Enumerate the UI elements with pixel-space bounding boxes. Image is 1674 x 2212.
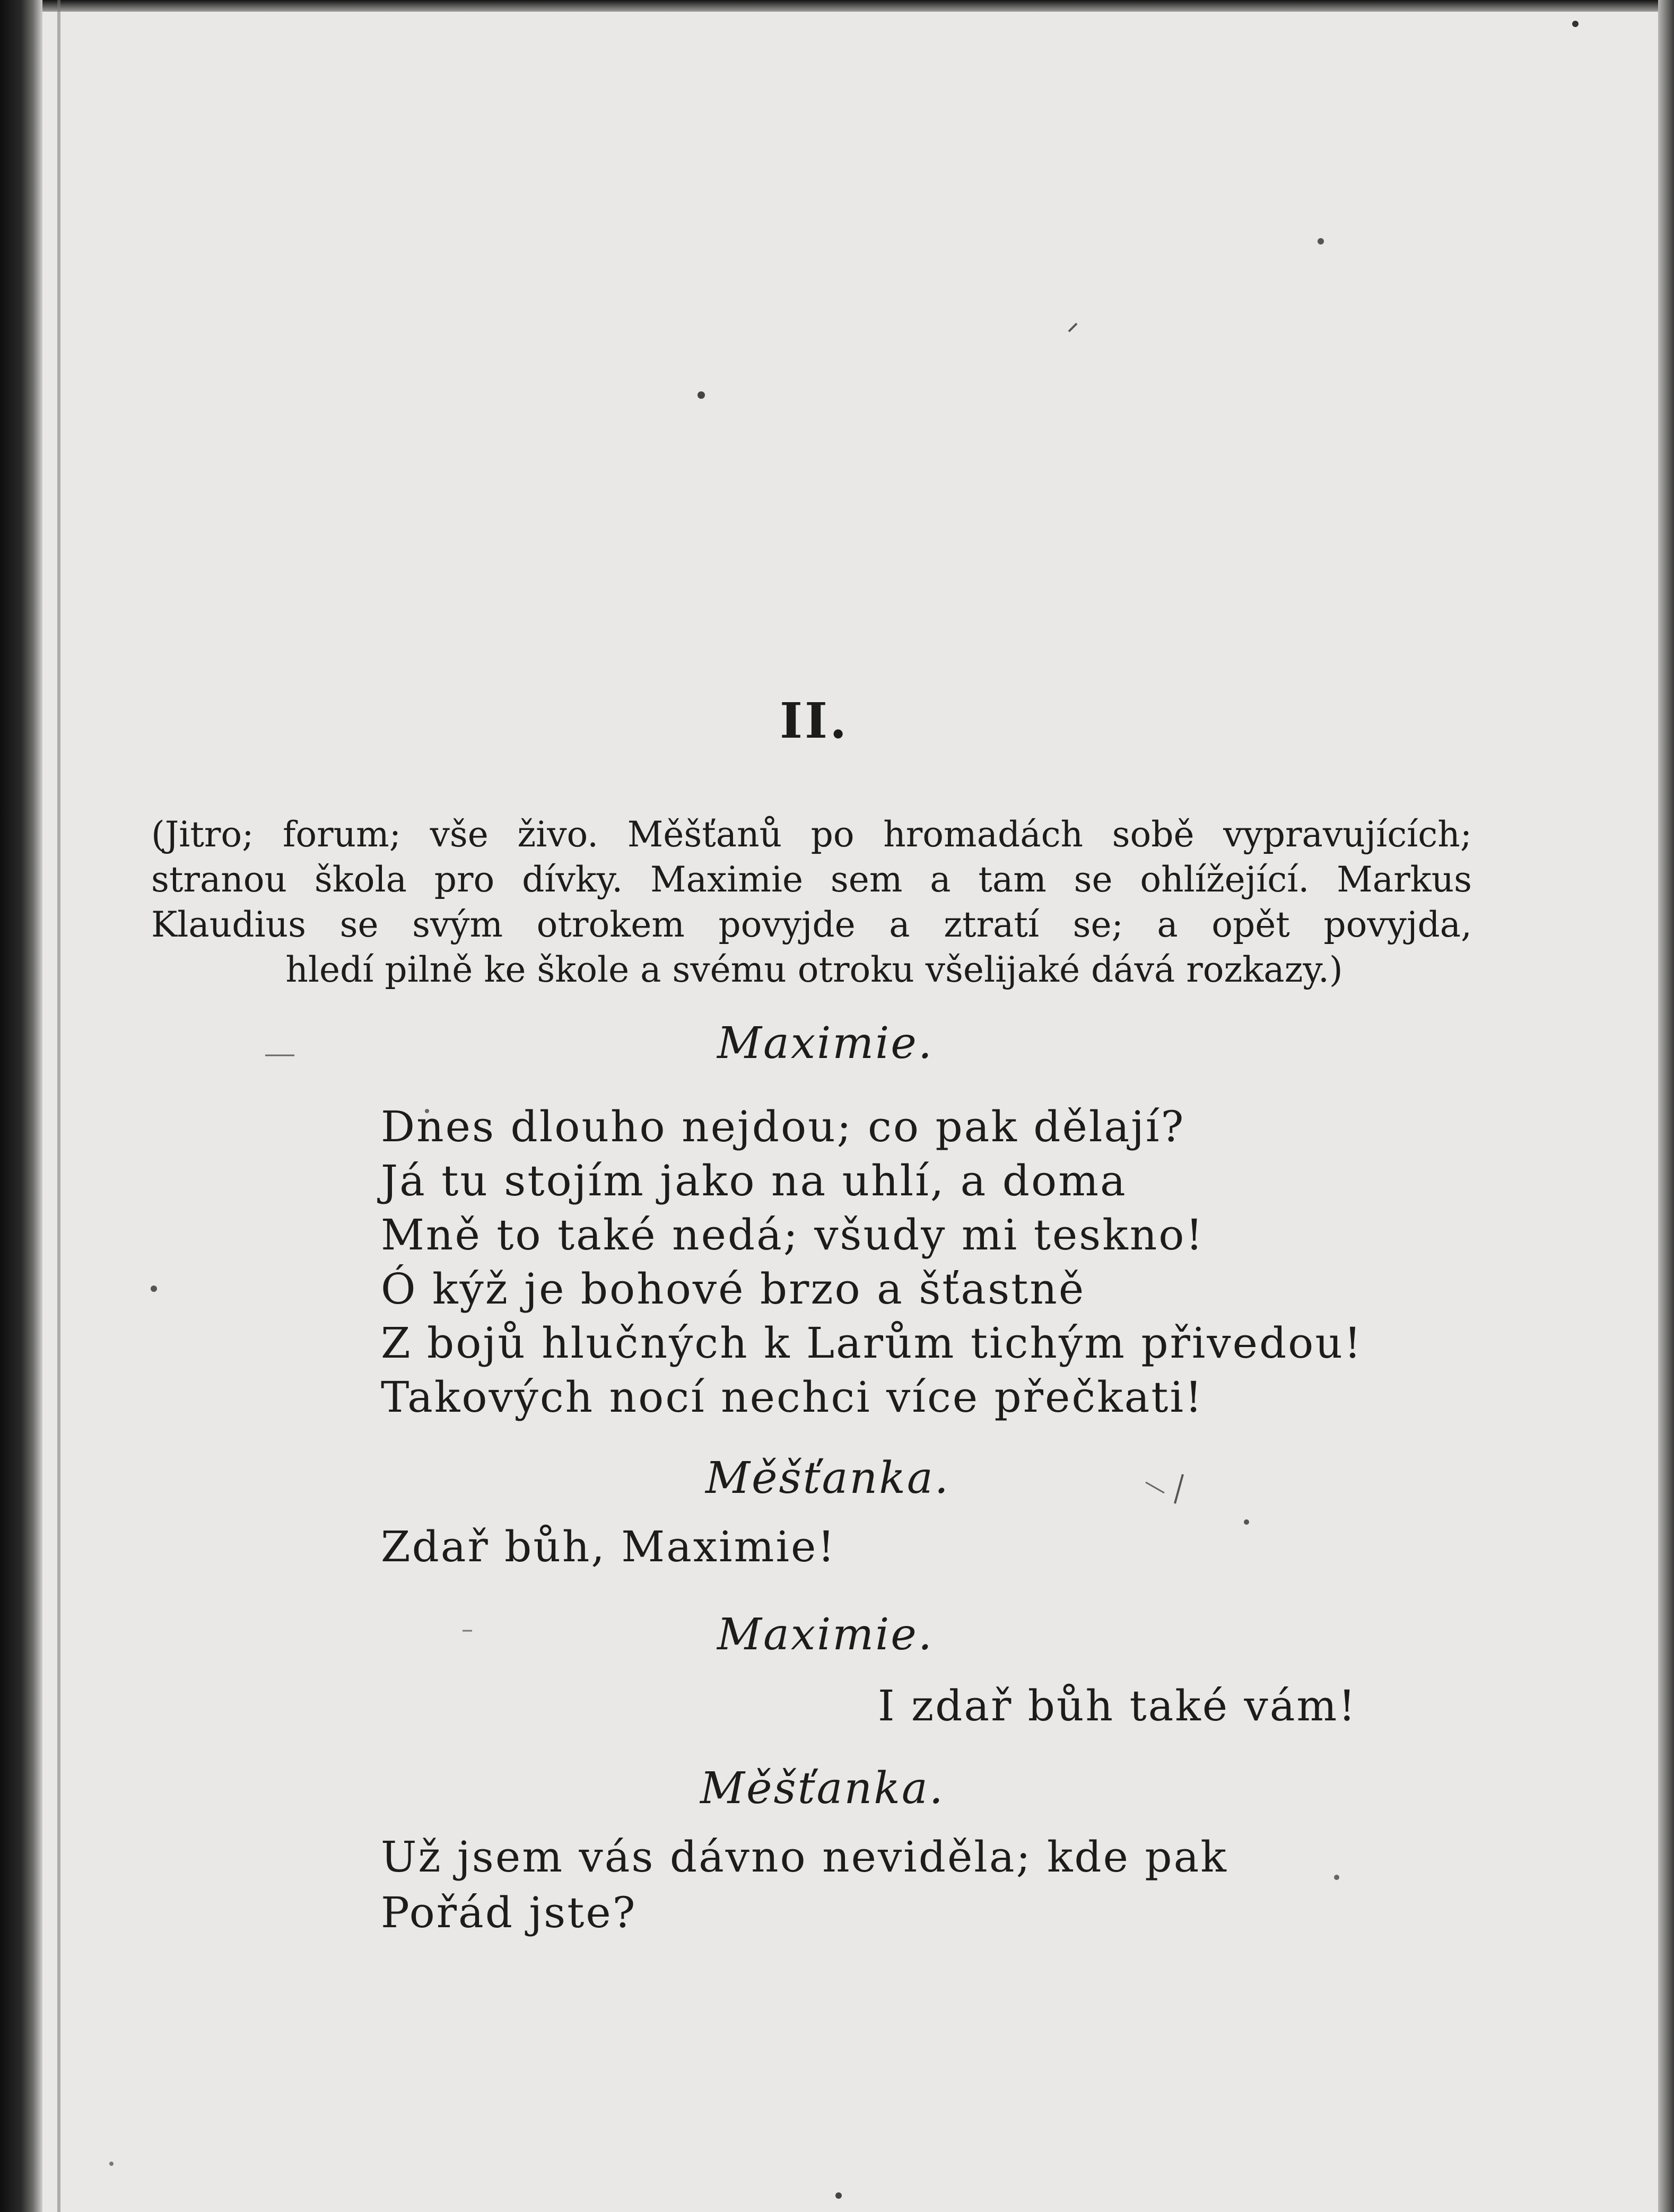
- verse-line: Ó kýž je bohové brzo a šťastně: [381, 1264, 1086, 1314]
- stage-direction-line-1: (Jitro; forum; vše živo. Měšťanů po hromadách sobě vypravujících;: [151, 814, 1472, 855]
- stage-direction-line-4: hledí pilně ke škole a svému otroku všelijaké dává rozkazy.): [285, 949, 1343, 990]
- speaker-maximie: Maximie.: [717, 1018, 934, 1069]
- speaker-mestanka: Měšťanka.: [705, 1453, 950, 1503]
- verse-line: Dnes dlouho nejdou; co pak dělají?: [381, 1102, 1185, 1151]
- stage-direction-line-2: stranou škola pro dívky. Maximie sem a tam se ohlížející. Markus: [151, 859, 1472, 900]
- stage-direction-line-3: Klaudius se svým otrokem povyjde a ztratí se; a opět povyjda,: [151, 904, 1472, 945]
- verse-line: Takových nocí nechci více přečkati!: [381, 1372, 1204, 1422]
- verse-line: Mně to také nedá; všudy mi tesknо!: [381, 1210, 1205, 1260]
- verse-line: Pořád jste?: [381, 1888, 637, 1937]
- verse-line: Z bojů hlučných k Larům tichým přivedou!: [381, 1318, 1363, 1368]
- verse-line: Zdař bůh, Maximie!: [381, 1522, 836, 1571]
- verse-line: Já tu stojím jako na uhlí, a doma: [381, 1156, 1127, 1205]
- speaker-mestanka: Měšťanka.: [700, 1763, 945, 1814]
- speaker-maximie: Maximie.: [717, 1610, 934, 1660]
- section-number: II.: [780, 692, 849, 749]
- verse-line: Už jsem vás dávno neviděla; kde pak: [381, 1832, 1228, 1882]
- verse-line: I zdař bůh také vám!: [878, 1681, 1357, 1730]
